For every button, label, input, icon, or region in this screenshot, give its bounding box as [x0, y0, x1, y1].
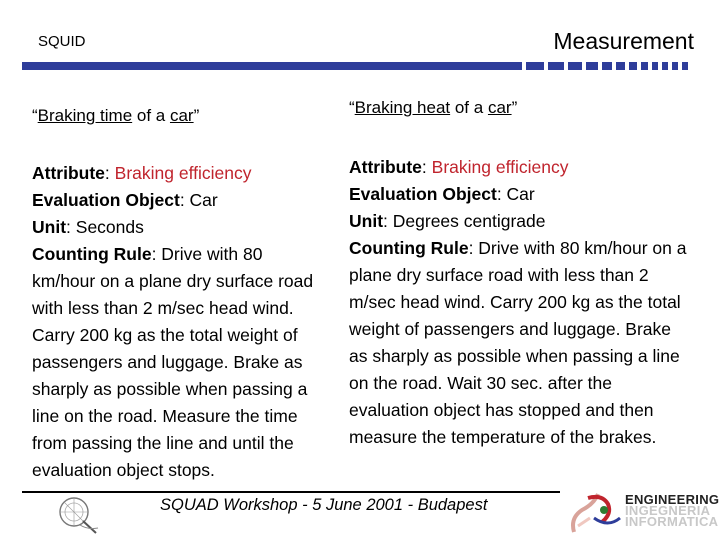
- quote-term: Braking heat: [354, 98, 451, 117]
- object-value: Car: [189, 190, 218, 210]
- quote-term: Braking time: [37, 106, 133, 125]
- footer-text: SQUAD Workshop - 5 June 2001 - Budapest: [160, 496, 488, 514]
- counting-rule-value: Drive with 80 km/hour on a plane dry surface road with less than 2 m/sec head wind. Carry 200 kg as the total weight of passengers and luggage. Brake as sharply as possible when passing a line on the road. Wait 30 sec. after the evaluation object has stopped and then measure the temperature of the brakes.: [349, 238, 687, 447]
- squad-q-logo-icon: [52, 492, 104, 536]
- attribute-value: Braking efficiency: [431, 157, 569, 177]
- example-heading-left: “Braking time of a car”: [32, 106, 200, 125]
- section-label: SQUID: [38, 33, 86, 50]
- attribute-row: Attribute: Braking efficiency: [32, 163, 252, 183]
- object-row: Evaluation Object: Car: [32, 190, 218, 210]
- counting-rule-value: Drive with 80 km/hour on a plane dry surface road with less than 2 m/sec head wind. Carry 200 kg as the total weight of passengers and luggage. Brake as sharply as possible when passing a line on the road. Measure the time from passing the line and until the evaluation object stops.: [32, 244, 314, 480]
- unit-row: Unit: Seconds: [32, 217, 144, 237]
- header-rule-bar: [22, 62, 695, 70]
- unit-value: Seconds: [75, 217, 144, 237]
- logo-line-2: INGEGNERIA: [625, 503, 711, 518]
- logo-line-3: INFORMATICA: [625, 514, 719, 529]
- example-heading-right: “Braking heat of a car”: [349, 98, 518, 117]
- rule-dashes: [526, 62, 688, 70]
- quote-object: car: [487, 98, 512, 117]
- counting-rule-row: Counting Rule: Drive with 80 km/hour on a plane dry surface road with less than 2 m/sec head wind. Carry 200 kg as the total weight of passengers and luggage. Brake as sharply as possible when passing a line on the road. Measure the time from passing the line and until the evaluation object stops.: [32, 244, 314, 480]
- engineering-mark-icon: [568, 488, 624, 538]
- definition-right: [349, 154, 694, 451]
- attribute-row: Attribute: Braking efficiency: [349, 157, 569, 177]
- definition-left: [32, 160, 322, 484]
- logo-line-1: ENGINEERING: [625, 492, 720, 507]
- rule-solid-segment: [22, 62, 522, 70]
- unit-value: Degrees centigrade: [392, 211, 546, 231]
- object-value: Car: [506, 184, 535, 204]
- quote-object: car: [169, 106, 194, 125]
- counting-rule-row: Counting Rule: Drive with 80 km/hour on a plane dry surface road with less than 2 m/sec head wind. Carry 200 kg as the total weight of passengers and luggage. Brake as sharply as possible when passing a line on the road. Wait 30 sec. after the evaluation object has stopped and then measure the temperature of the brakes.: [349, 238, 687, 447]
- slide-title: Measurement: [553, 28, 694, 54]
- engineering-logo: [568, 488, 718, 538]
- object-row: Evaluation Object: Car: [349, 184, 535, 204]
- unit-row: Unit: Degrees centigrade: [349, 211, 546, 231]
- attribute-value: Braking efficiency: [114, 163, 252, 183]
